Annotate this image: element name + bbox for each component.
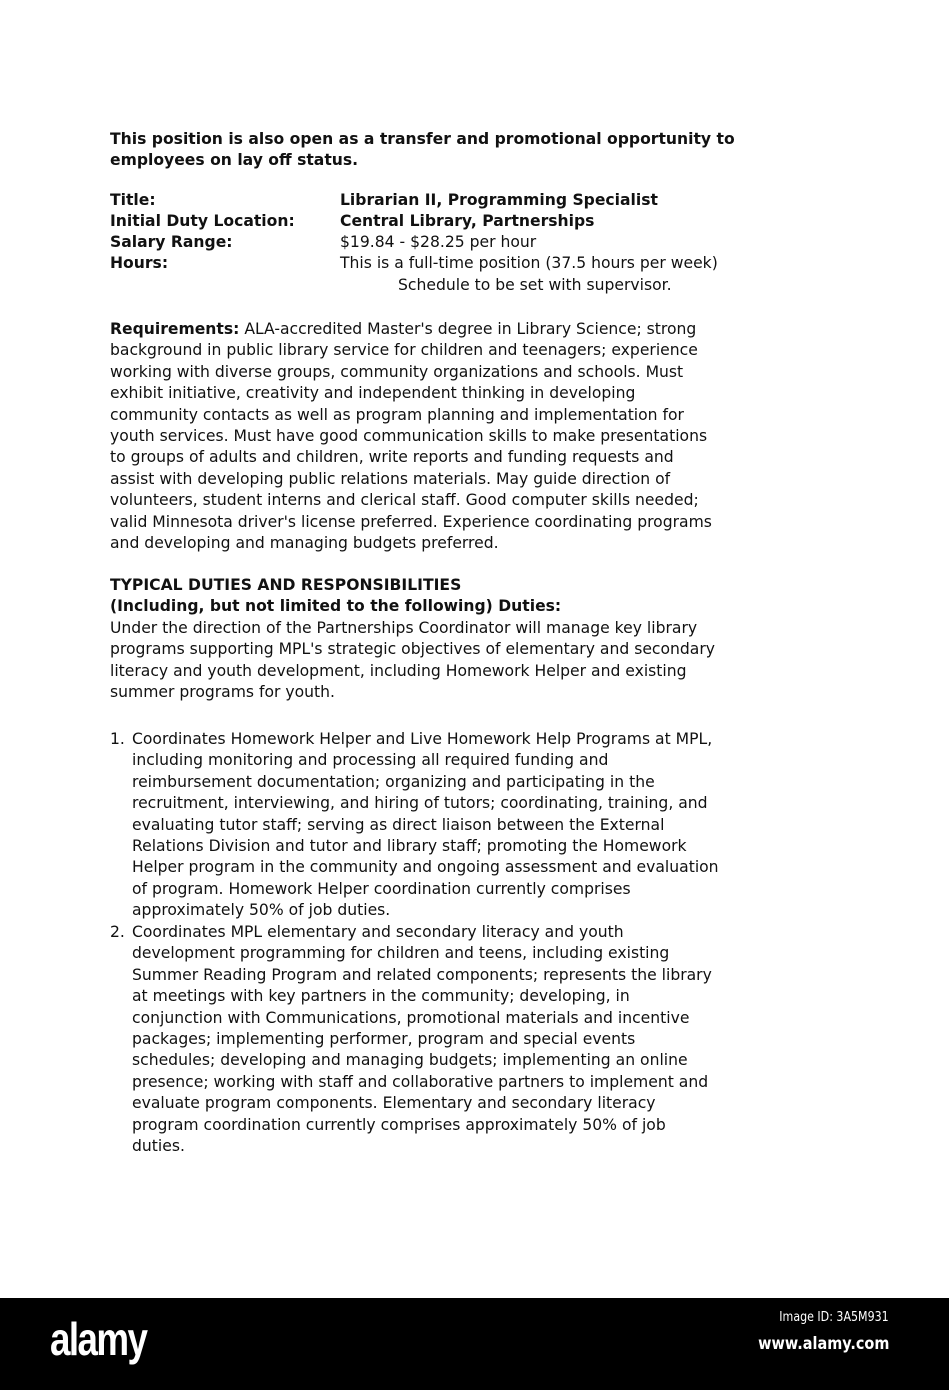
requirements-line xyxy=(110,405,712,426)
field-value: This is a full-time position (37.5 hours per week) xyxy=(340,254,718,272)
duties-line: programs supporting MPL's strategic objectives of elementary and secondary xyxy=(110,640,716,659)
list-line: evaluate program components. Elementary and secondary literacy xyxy=(132,1094,656,1113)
field-label: Initial Duty Location: xyxy=(110,212,295,230)
field-value: Schedule to be set with supervisor. xyxy=(398,276,672,294)
requirements-line xyxy=(110,362,712,383)
list-line: presence; working with staff and collaborative partners to implement and xyxy=(132,1072,709,1091)
requirements-text: community contacts as well as program planning and implementation for xyxy=(110,405,684,424)
duties-line: Under the direction of the Partnerships Coordinator will manage key library xyxy=(110,619,698,637)
section-heading: TYPICAL DUTIES AND RESPONSIBILITIES xyxy=(110,576,462,594)
field-label: Title: xyxy=(110,191,156,209)
field-value: Librarian II, Programming Specialist xyxy=(340,191,658,209)
requirements-line xyxy=(110,490,712,511)
duties-intro xyxy=(110,618,715,704)
requirements-text: exhibit initiative, creativity and independent thinking in developing xyxy=(110,384,636,403)
list-number: 1. xyxy=(110,730,125,748)
list-line: Relations Division and tutor and library staff; promoting the Homework xyxy=(132,837,687,856)
list-line: schedules; developing and managing budgets; implementing an online xyxy=(132,1051,688,1070)
requirements-text: volunteers, student interns and clerical staff. Good computer skills needed; xyxy=(110,491,699,510)
requirements-text: assist with developing public relations materials. May guide direction of xyxy=(110,469,671,488)
requirements-line xyxy=(110,469,712,490)
requirements-line xyxy=(110,340,712,361)
field-label: Hours: xyxy=(110,254,169,272)
requirements-text: youth services. Must have good communication skills to make presentations xyxy=(110,427,708,446)
list-line: Summer Reading Program and related components; represents the library xyxy=(132,965,712,984)
alamy-logo: alamy xyxy=(50,1313,147,1365)
intro-line: employees on lay off status. xyxy=(110,151,359,170)
list-line: reimbursement documentation; organizing and participating in the xyxy=(132,772,655,791)
list-line: at meetings with key partners in the community; developing, in xyxy=(132,987,630,1006)
list-line: development programming for children and teens, including existing xyxy=(132,944,670,963)
list-line: approximately 50% of job duties. xyxy=(132,901,391,920)
section-subheading: (Including, but not limited to the following) Duties: xyxy=(110,597,562,616)
duties-line: summer programs for youth. xyxy=(110,683,335,702)
requirements-line xyxy=(110,383,712,404)
list-text xyxy=(132,729,719,922)
watermark-url: www.alamy.com xyxy=(757,1334,889,1354)
list-line: program coordination currently comprises approximately 50% of job xyxy=(132,1115,666,1134)
requirements-text: background in public library service for children and teenagers; experience xyxy=(110,341,698,360)
requirements-paragraph xyxy=(110,319,712,554)
requirements-text: to groups of adults and children, write reports and funding requests and xyxy=(110,448,674,467)
requirements-line xyxy=(110,533,712,554)
list-number: 2. xyxy=(110,923,125,941)
duties-heading xyxy=(110,575,561,618)
list-line: including monitoring and processing all required funding and xyxy=(132,751,609,770)
duties-line: literacy and youth development, including Homework Helper and existing xyxy=(110,661,687,680)
watermark-footer xyxy=(0,1298,949,1390)
list-line: of program. Homework Helper coordination currently comprises xyxy=(132,879,631,898)
intro-line: This position is also open as a transfer and promotional opportunity to xyxy=(110,130,735,148)
list-line: Helper program in the community and ongoing assessment and evaluation xyxy=(132,858,719,877)
list-line: Coordinates MPL elementary and secondary literacy and youth xyxy=(132,923,624,941)
list-text xyxy=(132,922,712,1157)
image-id: Image ID: 3A5M931 xyxy=(779,1310,889,1325)
intro-text xyxy=(110,129,735,172)
requirements-line xyxy=(110,447,712,468)
list-line: packages; implementing performer, program and special events xyxy=(132,1030,636,1049)
list-line: evaluating tutor staff; serving as direct liaison between the External xyxy=(132,815,665,834)
requirements-text: and developing and managing budgets preferred. xyxy=(110,534,499,553)
field-label: Salary Range: xyxy=(110,233,233,251)
field-value: $19.84 - $28.25 per hour xyxy=(340,233,537,251)
requirements-text: ALA-accredited Master's degree in Library Science; strong xyxy=(239,320,697,338)
list-line: recruitment, interviewing, and hiring of tutors; coordinating, training, and xyxy=(132,794,708,813)
requirements-text: working with diverse groups, community organizations and schools. Must xyxy=(110,362,684,381)
requirements-line xyxy=(110,426,712,447)
requirements-line xyxy=(110,512,712,533)
requirements-text: valid Minnesota driver's license preferred. Experience coordinating programs xyxy=(110,512,712,531)
list-line: duties. xyxy=(132,1137,185,1156)
requirements-line xyxy=(110,319,712,340)
list-line: conjunction with Communications, promotional materials and incentive xyxy=(132,1008,690,1027)
field-value: Central Library, Partnerships xyxy=(340,212,595,230)
list-line: Coordinates Homework Helper and Live Homework Help Programs at MPL, xyxy=(132,730,713,748)
requirements-label: Requirements: xyxy=(110,320,240,338)
